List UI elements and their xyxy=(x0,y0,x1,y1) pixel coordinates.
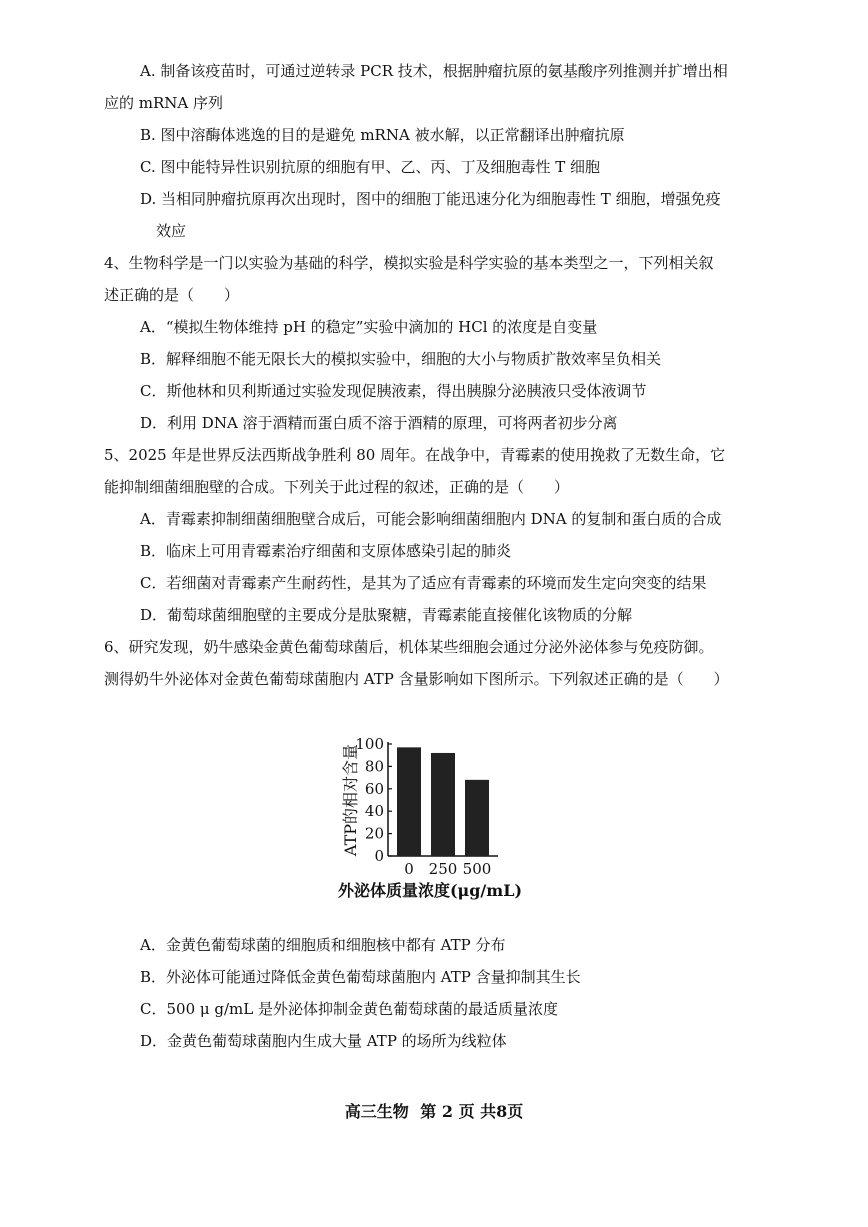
q6-stem: 6、研究发现，奶牛感染金黄色葡萄球菌后，机体某些细胞会通过分泌外泌体参与免疫防御。 xyxy=(104,638,714,656)
y-axis-label: ATP的相对含量 xyxy=(341,743,360,857)
x-tick-label: 250 xyxy=(428,860,458,878)
footer-subject: 高三生物 xyxy=(344,1102,409,1121)
q4-stem: 4、生物科学是一门以实验为基础的科学，模拟实验是科学实验的基本类型之一，下列相关叙 xyxy=(104,254,714,272)
y-tick-label: 40 xyxy=(364,802,384,821)
y-tick-label: 100 xyxy=(355,735,384,753)
q5-stem-cont: 能抑制细菌细胞壁的合成。下列关于此过程的叙述，正确的是（ ） xyxy=(104,478,570,496)
y-tick-label: 80 xyxy=(364,757,384,776)
q3-option-d: D. 当相同肿瘤抗原再次出现时，图中的细胞丁能迅速分化为细胞毒性 T 细胞，增强免疫 xyxy=(140,190,721,208)
q3-option-b: B. 图中溶酶体逃逸的目的是避免 mRNA 被水解，以正常翻译出肿瘤抗原 xyxy=(140,126,625,144)
q5-option-a: A．青霉素抑制细菌细胞壁合成后，可能会影响细菌细胞内 DNA 的复制和蛋白质的合成 xyxy=(140,510,722,528)
q3-option-a-cont: 应的 mRNA 序列 xyxy=(104,94,224,112)
x-axis-label: 外泌体质量浓度(μg/mL) xyxy=(337,881,523,900)
q6-option-d: D．金黄色葡萄球菌胞内生成大量 ATP 的场所为线粒体 xyxy=(140,1032,507,1050)
q6-stem-cont: 测得奶牛外泌体对金黄色葡萄球菌胞内 ATP 含量影响如下图所示。下列叙述正确的是（ ） xyxy=(104,670,729,688)
q6-option-a: A．金黄色葡萄球菌的细胞质和细胞核中都有 ATP 分布 xyxy=(140,936,506,954)
bar-250 xyxy=(431,753,455,856)
y-tick-label: 20 xyxy=(364,824,384,843)
x-tick-label: 500 xyxy=(462,860,492,878)
q3-option-c: C. 图中能特异性识别抗原的细胞有甲、乙、丙、丁及细胞毒性 T 细胞 xyxy=(140,158,601,176)
q5-option-b: B．临床上可用青霉素治疗细菌和支原体感染引起的肺炎 xyxy=(140,542,512,560)
q4-option-d: D．利用 DNA 溶于酒精而蛋白质不溶于酒精的原理，可将两者初步分离 xyxy=(140,414,618,432)
q3-option-d-cont: 效应 xyxy=(156,222,187,240)
q5-option-c: C．若细菌对青霉素产生耐药性，是其为了适应有青霉素的环境而发生定向突变的结果 xyxy=(140,574,707,592)
q6-option-b: B．外泌体可能通过降低金黄色葡萄球菌胞内 ATP 含量抑制其生长 xyxy=(140,968,581,986)
bar-500 xyxy=(465,780,489,856)
q4-option-c: C．斯他林和贝利斯通过实验发现促胰液素，得出胰腺分泌胰液只受体液调节 xyxy=(140,382,647,400)
bar-0 xyxy=(397,747,421,856)
q5-stem: 5、2025 年是世界反法西斯战争胜利 80 周年。在战争中，青霉素的使用挽救了无数生命，它 xyxy=(104,446,726,464)
atp-bar-chart xyxy=(318,714,538,904)
q6-option-c: C．500 μ g/mL 是外泌体抑制金黄色葡萄球菌的最适质量浓度 xyxy=(140,1000,559,1018)
footer-page-number: 第 2 页 共8页 xyxy=(420,1102,524,1121)
y-tick-label: 60 xyxy=(364,779,384,798)
q3-option-a: A. 制备该疫苗时，可通过逆转录 PCR 技术，根据肿瘤抗原的氨基酸序列推测并扩增出相 xyxy=(140,62,728,80)
y-tick-label: 0 xyxy=(374,847,384,865)
q4-stem-cont: 述正确的是（ ） xyxy=(104,286,240,304)
q4-option-a: A．“模拟生物体维持 pH 的稳定”实验中滴加的 HCl 的浓度是自变量 xyxy=(140,318,598,336)
q5-option-d: D．葡萄球菌细胞壁的主要成分是肽聚糖，青霉素能直接催化该物质的分解 xyxy=(140,606,633,624)
page-footer xyxy=(0,1101,868,1123)
q4-option-b: B．解释细胞不能无限长大的模拟实验中，细胞的大小与物质扩散效率呈负相关 xyxy=(140,350,662,368)
x-tick-label: 0 xyxy=(404,860,414,878)
